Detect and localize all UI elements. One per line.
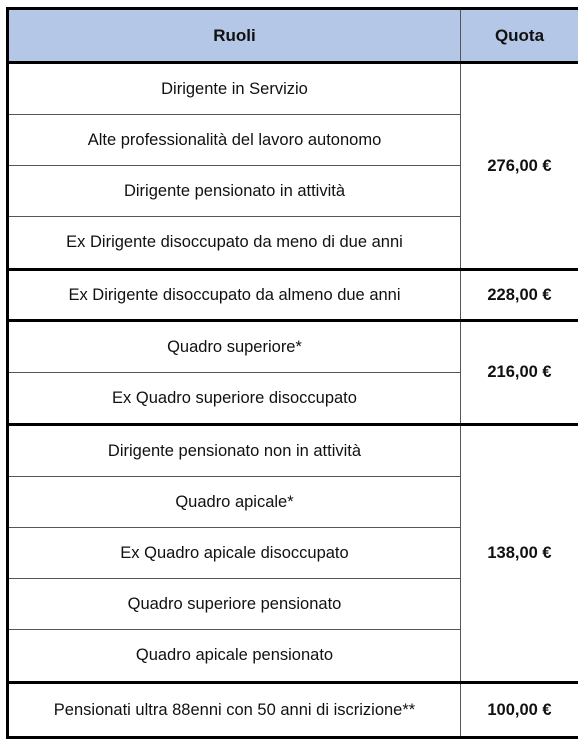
role-cell: Quadro superiore pensionato [9, 579, 460, 630]
role-cell: Quadro superiore* [9, 322, 460, 373]
role-cell: Ex Quadro apicale disoccupato [9, 528, 460, 579]
role-cell: Dirigente pensionato in attività [9, 166, 460, 217]
quota-cell: 138,00 € [460, 426, 578, 681]
role-cell: Ex Dirigente disoccupato da meno di due anni [66, 233, 403, 251]
quota-cell: 100,00 € [460, 684, 578, 736]
role-cell: Dirigente in Servizio [9, 64, 460, 115]
header-quota: Quota [494, 25, 545, 45]
table-group [6, 64, 578, 271]
role-cell: Pensionati ultra 88enni con 50 anni di iscrizione** [53, 700, 416, 719]
table-group [6, 271, 578, 322]
role-cell: Alte professionalità del lavoro autonomo [9, 115, 460, 166]
quota-cell: 276,00 € [460, 64, 578, 268]
header-roles: Ruoli [213, 25, 256, 45]
table-group [6, 322, 578, 426]
quota-cell: 216,00 € [460, 322, 578, 423]
role-cell: Quadro apicale* [9, 477, 460, 528]
quota-cell: 228,00 € [460, 271, 578, 319]
role-cell: Ex Dirigente disoccupato da almeno due anni [68, 285, 401, 304]
table-group [6, 684, 578, 739]
role-cell: Ex Quadro superiore disoccupato [112, 389, 357, 407]
role-cell: Quadro apicale pensionato [135, 646, 334, 664]
table-header [6, 7, 578, 64]
role-cell: Dirigente pensionato non in attività [9, 426, 460, 477]
table-group [6, 426, 578, 684]
